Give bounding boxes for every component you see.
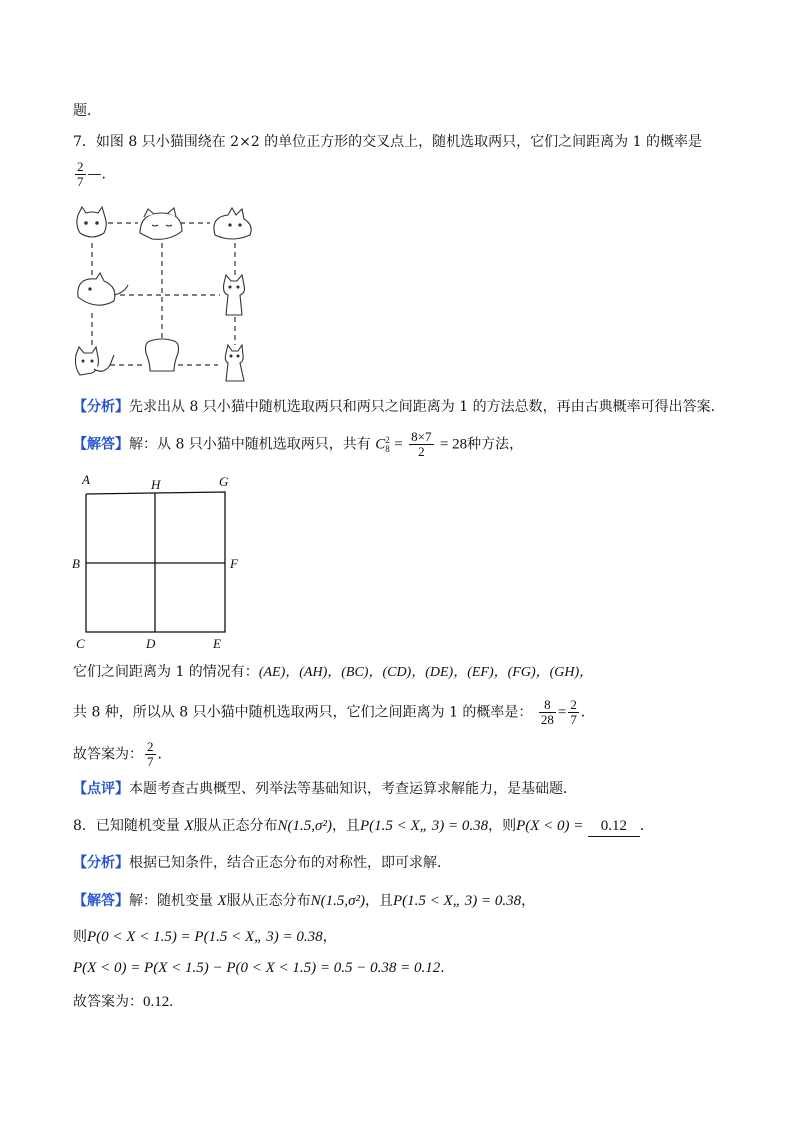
q7-number: 7． bbox=[73, 134, 96, 150]
step-end: ． bbox=[440, 960, 455, 976]
q7-solution bbox=[73, 430, 523, 459]
q7-answer-line: 故答案为： $\frac{2}{7}$ ． bbox=[73, 739, 172, 769]
fraction-denominator: 7 bbox=[147, 754, 154, 769]
comment-text: 本题考查古典概型、列举法等基础知识，考查运算求解能力，是基础题． bbox=[129, 781, 577, 797]
fraction-numerator: 2 bbox=[77, 159, 84, 174]
label-c: C bbox=[76, 636, 85, 651]
q8-answer-line bbox=[73, 992, 173, 1012]
q7-answer bbox=[73, 160, 116, 189]
prob-fraction-2 bbox=[568, 698, 579, 727]
fraction-denominator: 28 bbox=[540, 712, 554, 727]
analysis-text: 先求出从 8 只小猫中随机选取两只和两只之间距离为 1 的方法总数，再由古典概率可得出答案． bbox=[129, 399, 725, 415]
step-prefix: 则 bbox=[73, 929, 87, 945]
square-diagram bbox=[70, 472, 250, 657]
cat-icon bbox=[76, 347, 115, 375]
cat-icon bbox=[78, 273, 128, 305]
comb-subscript: 8 bbox=[385, 443, 390, 454]
label-d: D bbox=[146, 636, 156, 651]
q8-analysis bbox=[73, 853, 451, 873]
solution-intro: 解：从 8 只小猫中随机选取两只，共有 bbox=[129, 436, 371, 453]
label-g: G bbox=[219, 474, 229, 489]
cat-icon bbox=[214, 208, 251, 239]
label-f: F bbox=[230, 556, 238, 571]
step-2-equation: P(X < 0) = P(X < 1.5) − P(0 < X < 1.5) = 0.5 − 0.38 = 0.12 bbox=[73, 960, 441, 976]
answer-dash: — bbox=[87, 166, 102, 183]
cat-icon bbox=[224, 275, 245, 315]
sol-c: ，且 bbox=[365, 893, 394, 909]
fraction-denominator: 7 bbox=[77, 174, 84, 189]
cases-intro: 它们之间距离为 1 的情况有： bbox=[73, 664, 259, 680]
label-a: A bbox=[82, 472, 90, 487]
analysis-tag: 【分析】 bbox=[73, 399, 129, 415]
equals-sign: = bbox=[394, 436, 403, 453]
distribution: N(1.5,σ²) bbox=[277, 818, 332, 834]
analysis-text: 根据已知条件，结合正态分布的对称性，即可求解． bbox=[129, 855, 451, 871]
comb-superscript: 2 bbox=[385, 434, 390, 445]
given-probability: P(1.5 < X„ 3) = 0.38 bbox=[393, 893, 522, 909]
answer-label: 故答案为： bbox=[73, 994, 143, 1010]
label-e: E bbox=[213, 636, 221, 651]
fraction-numerator: 8 bbox=[539, 698, 556, 713]
q8-number: 8． bbox=[73, 818, 96, 834]
q7-comment bbox=[73, 779, 577, 799]
solution-tag: 【解答】 bbox=[73, 893, 129, 909]
cat-grid-figure bbox=[70, 205, 260, 385]
fragment-text: 题． bbox=[73, 103, 101, 119]
answer-label: 故答案为： bbox=[73, 746, 143, 763]
cat-icon bbox=[146, 339, 179, 371]
fraction-denominator: 7 bbox=[570, 712, 577, 727]
q7-stem bbox=[73, 132, 702, 152]
fraction-numerator: 2 bbox=[147, 739, 154, 754]
q8-solution bbox=[73, 891, 535, 911]
step-1-equation: P(0 < X < 1.5) = P(1.5 < X„ 3) = 0.38 bbox=[87, 929, 323, 945]
comb-result: = 28 bbox=[439, 436, 468, 453]
prob-fraction-1 bbox=[539, 698, 556, 727]
q7-stem-text: 如图 8 只小猫围绕在 2×2 的单位正方形的交叉点上，随机选取两只，它们之间距离为 1 的概率是 bbox=[95, 134, 702, 150]
sol-d: ， bbox=[521, 893, 536, 909]
q8-stem-b: 服从正态分布 bbox=[193, 818, 278, 834]
distribution: N(1.5,σ²) bbox=[310, 893, 366, 909]
total-text: 共 8 种，所以从 8 只小猫中随机选取两只，它们之间距离为 1 的概率是： bbox=[73, 704, 533, 721]
grid-lines bbox=[86, 492, 225, 632]
final-fraction bbox=[145, 740, 156, 769]
q7-total: 共 8 种，所以从 8 只小猫中随机选取两只，它们之间距离为 1 的概率是： $\frac{8}{28}$ = $\frac{2}{7}$ ． bbox=[73, 697, 595, 727]
cat-icon bbox=[225, 345, 244, 381]
fraction-numerator: 8×7 bbox=[411, 429, 432, 444]
cat-icon bbox=[77, 207, 106, 237]
q7-analysis bbox=[73, 397, 725, 417]
variable-x: X bbox=[184, 818, 194, 834]
q8-step-2 bbox=[73, 958, 454, 978]
q8-stem-a: 已知随机变量 bbox=[95, 818, 180, 834]
label-b: B bbox=[72, 556, 80, 571]
combination-symbol: C bbox=[375, 436, 386, 453]
q8-stem-d: ，则 bbox=[488, 818, 517, 834]
label-h: H bbox=[151, 477, 161, 492]
asked-probability: P(X < 0) = bbox=[516, 818, 584, 834]
sol-a: 解：随机变量 bbox=[129, 893, 213, 909]
q7-answer-fraction bbox=[75, 160, 86, 189]
comment-tag: 【点评】 bbox=[73, 781, 129, 797]
sol-b: 服从正态分布 bbox=[226, 893, 311, 909]
comb-fraction bbox=[409, 430, 433, 459]
q8-stem-c: ，且 bbox=[331, 818, 360, 834]
page-fragment bbox=[73, 101, 101, 121]
answer-value: 0.12. bbox=[143, 994, 173, 1010]
cases-list: (AE)，(AH)，(BC)，(CD)，(DE)，(EF)，(FG)，(GH)， bbox=[258, 665, 594, 680]
solution-tag: 【解答】 bbox=[73, 436, 129, 453]
answer-blank: 0.12 bbox=[588, 816, 640, 837]
fraction-numerator: 2 bbox=[570, 697, 577, 712]
cat-icon bbox=[140, 208, 182, 239]
fraction-denominator: 2 bbox=[418, 444, 425, 459]
given-probability: P(1.5 < X„ 3) = 0.38 bbox=[359, 818, 489, 834]
q7-cases bbox=[73, 662, 593, 683]
equals-sign: = bbox=[557, 704, 567, 721]
analysis-tag: 【分析】 bbox=[73, 855, 129, 871]
step-end: ， bbox=[322, 929, 337, 945]
solution-tail: 种方法， bbox=[467, 436, 524, 453]
q8-stem bbox=[73, 816, 654, 837]
period: ． bbox=[101, 166, 116, 183]
variable-x: X bbox=[217, 893, 227, 909]
q8-step-1 bbox=[73, 927, 337, 947]
period: ． bbox=[639, 818, 654, 834]
